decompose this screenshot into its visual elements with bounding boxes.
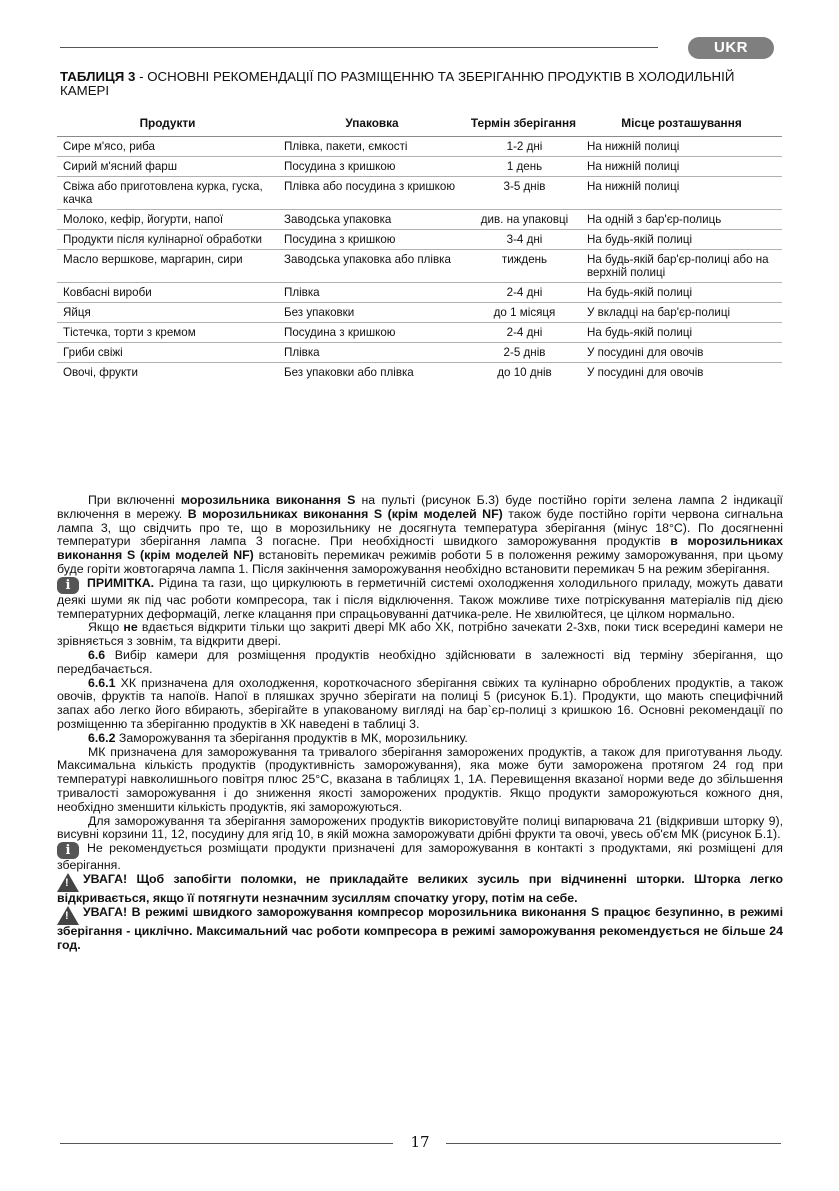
note-contact [57,842,783,873]
footer-rule-right [446,1143,781,1144]
cell-term: див. на упаковці [466,210,581,230]
cell-product: Свіжа або приготовлена курка, гуска, качка [57,177,278,210]
cell-product: Ковбасні вироби [57,283,278,303]
warning-icon [57,873,79,892]
cell-packaging: Без упаковки або плівка [278,363,466,383]
section-6-6-2 [57,732,783,746]
paragraph-freezer-usage: Для заморожування та зберігання заморожених продуктів використовуйте полиці випарювача 21 (відкривши шторку 9), висувні корзини 11, 12, посудину для ягід 10, в якій можна заморожувати дрібні фрукти та овочі, увесь об'єм МК (рисунок Б.1). [57,813,783,842]
note-text: Рідина та гази, що циркулюють в герметичній системі охолодження холодильного приладу, можуть давати деякі шуми як під час роботи компресора, так і після відключення. Також можливе тихе потріскування матеріалів під дією температурних деформацій, легке клацання при спрацьовуванні датчика-реле. Не хвилюйтеся, це цілком нормально. [57,575,783,621]
language-badge: UKR [688,37,774,59]
text-bold: не [123,620,138,635]
section-number: 6.6.2 [88,730,116,745]
note-noise [57,577,783,622]
header-term: Термін зберігання [466,113,581,137]
cell-product: Тістечка, торти з кремом [57,323,278,343]
section-6-6-1 [57,677,783,732]
table-row [57,343,782,363]
cell-term: 2-5 днів [466,343,581,363]
cell-term: 2-4 дні [466,323,581,343]
text-bold: В морозильниках виконання S (крім моделей NF) [187,506,503,521]
table-row [57,230,782,250]
header-packaging: Упаковка [278,113,466,137]
cell-product: Сире м'ясо, риба [63,140,155,153]
cell-product: Гриби свіжі [57,343,278,363]
section-text: Вибір камери для розміщення продуктів необхідно здійснювати в залежності від терміну зберігання, що передбачається. [57,647,783,676]
body-text [57,494,783,952]
cell-term: тиждень [466,250,581,283]
cell-location: На нижній полиці [581,177,782,210]
cell-location: На будь-якій полиці [581,323,782,343]
table-row [57,250,782,283]
cell-term: 3-5 днів [466,177,581,210]
cell-product: Продукти після кулінарної обработки [57,230,278,250]
text-run: встановіть перемикач режимів роботи 5 в положення режиму заморожування, при цьому буде горіти жовтогаряча лампа 1. Після закінчення заморожування необхідно встановити перемикач 5 на режим зберігання. [57,548,783,576]
cell-product: Молоко, кефір, йогурти, напої [57,210,278,230]
header-rule [60,47,658,48]
page-number: 17 [410,1133,430,1151]
warning-shutter [57,873,783,906]
text-run: вдається відкрити тільки що закриті двері МК або ХК, потрібно зачекати 2-3хв, поки тиск всередині камери не зрівняється з зовнім, та відкрити двері. [57,620,783,649]
warning-glyph: ! [65,876,69,889]
section-6-6 [57,649,783,677]
cell-product: Сирий м'ясний фарш [57,157,278,177]
table-title [60,70,780,98]
section-number: 6.6.1 [88,675,116,690]
cell-term: до 10 днів [466,363,581,383]
table-title-text: - ОСНОВНІ РЕКОМЕНДАЦІЇ ПО РАЗМІЩЕННЮ ТА ЗБЕРІГАННЮ ПРОДУКТІВ В ХОЛОДИЛЬНІЙ КАМЕРІ [60,69,735,98]
table-row [57,283,782,303]
header-location: Місце розташування [581,113,782,137]
table-row [57,303,782,323]
cell-packaging: Заводська упаковка [278,210,466,230]
paragraph-door [57,621,783,649]
text-run: Якщо [88,620,124,635]
cell-term: 1 день [466,157,581,177]
cell-location: На будь-якій бар'єр-полиці або на верхній полиці [581,250,782,283]
table-row [57,323,782,343]
table-title-number: ТАБЛИЦЯ 3 [60,69,136,84]
warning-glyph: ! [65,909,69,922]
cell-packaging: Плівка [278,283,466,303]
table-row [57,137,782,157]
cell-packaging: Плівка, пакети, ємкості [284,140,408,153]
storage-table [57,113,782,382]
warning-icon [57,906,79,925]
cell-product: Овочі, фрукти [57,363,278,383]
text-run: на пульті (рисунок Б.3) буде постійно горіти зелена лампа 2 індикації включення в мережу. [57,493,783,521]
warning-text: УВАГА! В режимі швидкого заморожування компресор морозильника виконання S працює безупинно, в режимі зберігання - циклічно. Максимальний час роботи компресора в режимі заморожування рекомендується не більше 24 год. [57,904,783,952]
cell-product: Яйця [57,303,278,323]
table-row [57,210,782,230]
table-header-row [57,113,782,137]
table-row [57,363,782,383]
section-text: ХК призначена для охолодження, короткочасного зберігання свіжих та кулінарно оброблених продуктів, а також овочів, фруктів та напоїв. Напої в пляшках зручно зберігати на полиці 5 (рисунок Б.1). Продукти, що мають специфічний запах або легко його вбирають, зберігайте в упакованому вигляді на бар`єр-полиці з кришкою 16. Основні рекомендації по розміщенню та зберіганню продуктів в ХК наведені в таблиці 3. [57,675,783,731]
cell-term: 2-4 дні [466,283,581,303]
note-label: ПРИМІТКА. [87,575,155,590]
cell-packaging: Посудина з кришкою [278,323,466,343]
paragraph-freezer-lamps [57,494,783,577]
text-run: також буде постійно горіти червона сигнальна лампа 3, що свідчить про те, що в морозильнику не досягнута температура зберігання (мінус 18°С). По досягненні температури зберігання лампа 3 погасне. При необхідності швидкого заморожування продуктів [57,506,784,549]
cell-packaging: Плівка [278,343,466,363]
cell-packaging: Плівка або посудина з кришкою [278,177,466,210]
cell-location: У посудині для овочів [581,363,782,383]
cell-term: 3-4 дні [466,230,581,250]
warning-compressor [57,906,783,953]
cell-packaging: Заводська упаковка або плівка [278,250,466,283]
table-row [57,177,782,210]
cell-term: до 1 місяця [466,303,581,323]
text-bold: в морозильниках виконання S (крім моделей NF) [57,534,783,563]
cell-location: У вкладці на бар'єр-полиці [581,303,782,323]
section-text: Заморожування та зберігання продуктів в МК, морозильнику. [115,730,468,745]
text-bold: морозильника виконання S [180,493,356,507]
cell-product: Масло вершкове, маргарин, сири [57,250,278,283]
cell-packaging: Без упаковки [278,303,466,323]
info-icon: i [57,842,79,859]
cell-location: На одній з бар'єр-полиць [581,210,782,230]
header-products: Продукти [57,113,278,137]
info-icon: i [57,577,79,594]
cell-location: У посудині для овочів [581,343,782,363]
text-run: При включенні [88,493,181,507]
warning-text: УВАГА! Щоб запобігти поломки, не прикладайте великих зусиль при відчиненні шторки. Шторка легко відкривається, якщо її потягнути незначним зусиллям спочатку угору, потім на себе. [57,871,783,905]
cell-term: 1-2 дні [506,140,543,153]
footer-rule-left [60,1143,393,1144]
note-text: Не рекомендується розміщати продукти призначені для заморожування в контакті з продуктами, які розміщені для зберігання. [57,841,783,873]
cell-location: На нижній полиці [581,157,782,177]
cell-location: На будь-якій полиці [581,283,782,303]
cell-location: На нижній полиці [587,140,680,153]
table-row [57,157,782,177]
section-number: 6.6 [88,647,106,662]
cell-packaging: Посудина з кришкою [278,230,466,250]
cell-location: На будь-якій полиці [581,230,782,250]
paragraph-freezer-purpose: МК призначена для заморожування та тривалого зберігання заморожених продуктів, а також для приготування льоду. Максимальна кількість продуктів (продуктивність заморожування), яка може бути заморожена протягом 24 год при температурі навколишнього повітря плюс 25°С, вказана в таблицях 1, 1А. Перевищення вказаної норми веде до збільшення тривалості заморожування і до зниження якості заморожених продуктів. Якщо продукти заморожуються кожного дня, необхідно зменшити кількість продуктів, які заморожуються. [57,744,783,814]
cell-packaging: Посудина з кришкою [278,157,466,177]
